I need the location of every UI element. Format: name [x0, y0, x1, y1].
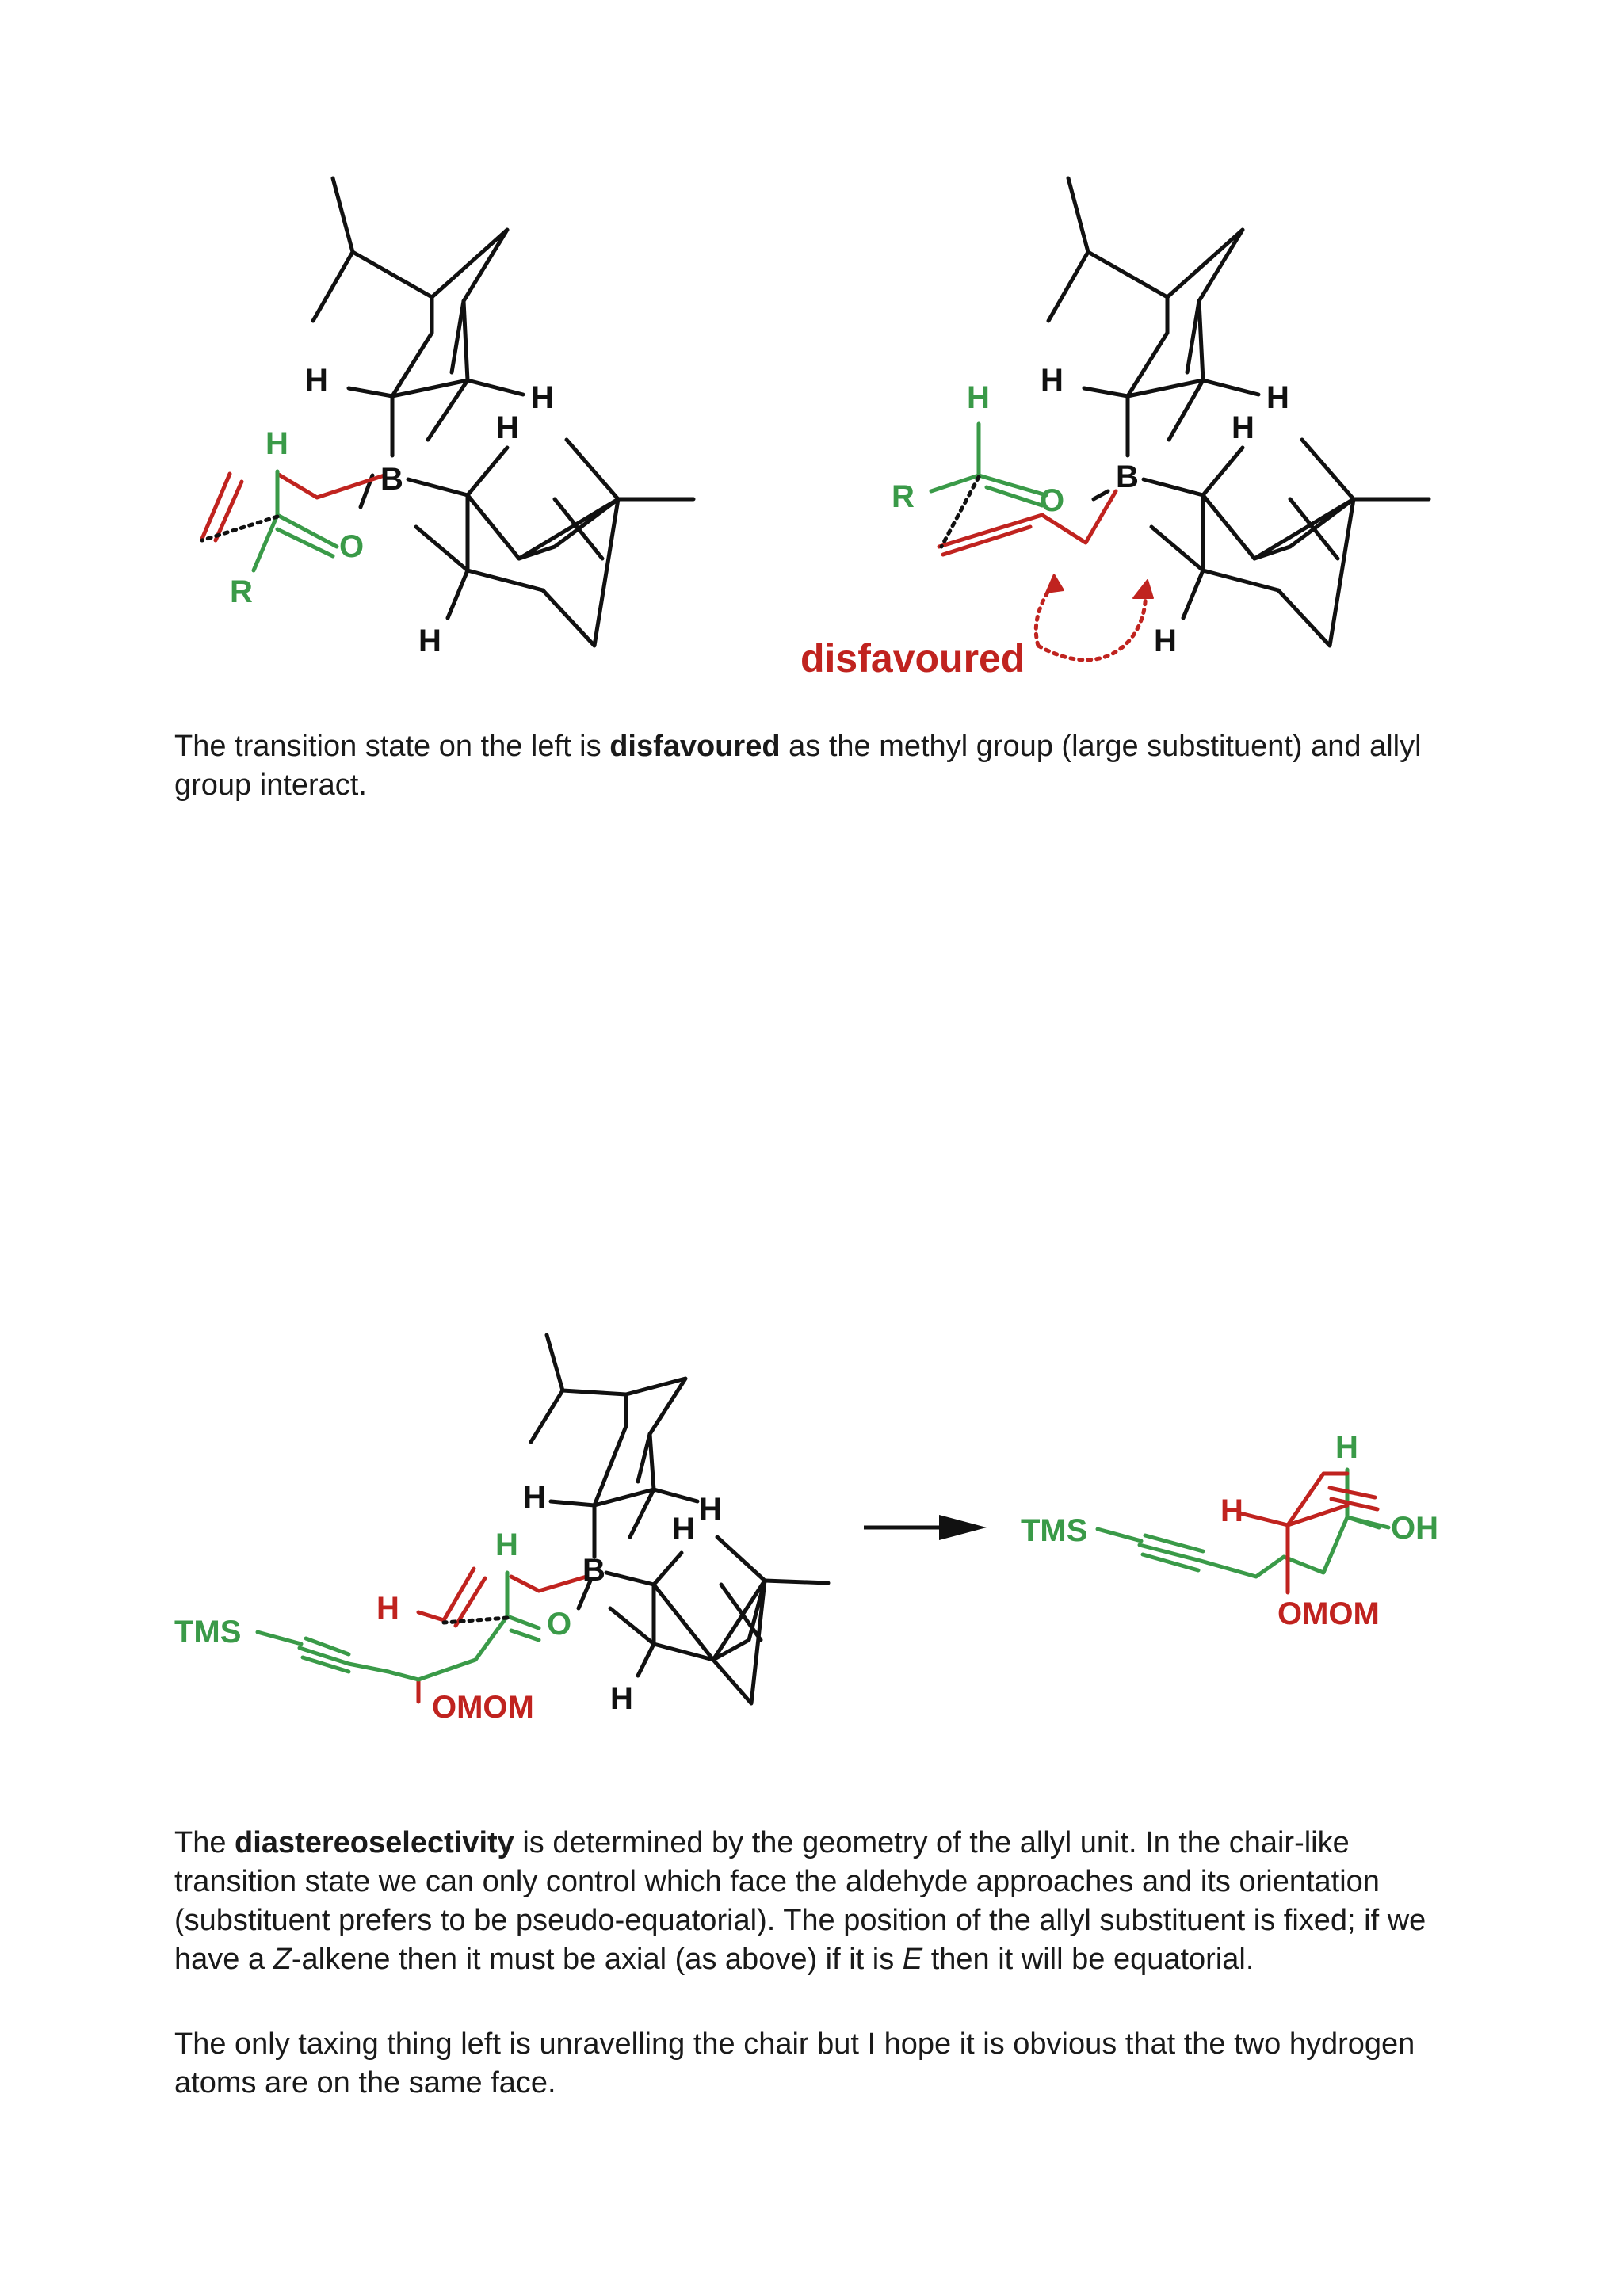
scheme-1-svg [0, 143, 1623, 697]
right-steric-arrows [1036, 582, 1145, 660]
scheme-1 [0, 143, 1623, 697]
ts2-h-alkene: H [376, 1591, 399, 1626]
right-r-group: R [892, 479, 915, 514]
p2-s1-before: The [174, 1826, 235, 1859]
ts2-h-mid: H [672, 1512, 695, 1547]
p2-bold: diastereoselectivity [235, 1826, 514, 1859]
ts2-h-bottom: H [610, 1681, 633, 1716]
p2-s1-mid: -alkene then it must be axial (as above) if it is [291, 1943, 903, 1976]
product-omom: OMOM [1277, 1596, 1380, 1631]
right-h-mid: H [1232, 410, 1254, 445]
right-aldehyde [931, 424, 1046, 505]
ts2-omom: OMOM [432, 1690, 534, 1725]
product [1098, 1470, 1388, 1592]
product-h-left: H [1220, 1493, 1243, 1528]
paragraph-1 [174, 727, 1474, 805]
p2-s1-after: is determined by the geometry of the allyl unit. In the chair-like transition state we can only control which face the aldehyde approaches and its orientation (substituent prefers to be pseudo-equatorial). The position of the allyl substituent is fixed; if we have a [174, 1826, 1426, 1976]
left-lower-pinane [361, 440, 693, 646]
reaction-arrowhead-icon [939, 1515, 987, 1540]
right-h-bottom: H [1154, 624, 1177, 658]
p2-e: E [902, 1943, 923, 1976]
left-h-bottom: H [418, 624, 441, 658]
right-boron: B [1116, 460, 1139, 494]
left-h-right: H [531, 380, 554, 415]
left-h-top: H [305, 363, 328, 398]
right-h-aldehyde: H [967, 380, 990, 415]
paragraph-2 [174, 1824, 1474, 1979]
ts-2 [258, 1335, 828, 1703]
left-r-group: R [230, 574, 253, 609]
arrowhead-right-icon [1133, 580, 1153, 598]
reaction-arrow [864, 1515, 987, 1540]
left-h-mid: H [496, 410, 519, 445]
ts2-oxygen: O [547, 1607, 572, 1642]
p2-s1-end: then it will be equatorial. [922, 1943, 1254, 1976]
left-boron: B [380, 462, 403, 497]
right-lower-pinane [1094, 440, 1429, 646]
left-oxygen: O [339, 529, 365, 564]
p1-before: The transition state on the left is [174, 730, 610, 763]
scheme-2-svg [0, 1315, 1623, 1759]
right-oxygen: O [1040, 483, 1065, 518]
ts2-forming-bond [444, 1618, 507, 1623]
ts2-h-right: H [699, 1492, 722, 1527]
right-h-right: H [1266, 380, 1289, 415]
left-h-aldehyde: H [265, 426, 288, 461]
p1-bold: disfavoured [609, 730, 781, 763]
product-oh: OH [1391, 1511, 1438, 1546]
left-upper-pinane [313, 178, 523, 456]
paragraph-3: The only taxing thing left is unravelling the chair but I hope it is obvious that the two hydrogen atoms are on the same face. [174, 2027, 1415, 2100]
ts2-boron: B [582, 1553, 605, 1588]
p2-z: Z [273, 1943, 292, 1976]
scheme-2 [0, 1315, 1623, 1759]
ts2-aldehyde [258, 1573, 539, 1680]
left-transition-state [202, 178, 693, 646]
product-h-top: H [1335, 1430, 1358, 1465]
ts2-h-aldehyde: H [495, 1527, 518, 1562]
disfavoured-label: disfavoured [800, 636, 1025, 681]
p1-after: as the methyl group (large substituent) and allyl group interact. [174, 730, 1422, 802]
ts2-h-top: H [523, 1480, 546, 1515]
arrowhead-left-icon [1046, 574, 1064, 593]
right-upper-pinane [1048, 178, 1258, 456]
product-tms: TMS [1021, 1513, 1088, 1548]
right-transition-state [931, 178, 1429, 660]
ts2-tms: TMS [174, 1615, 242, 1650]
ts2-lower-pinane [579, 1537, 828, 1703]
right-h-top: H [1041, 363, 1064, 398]
